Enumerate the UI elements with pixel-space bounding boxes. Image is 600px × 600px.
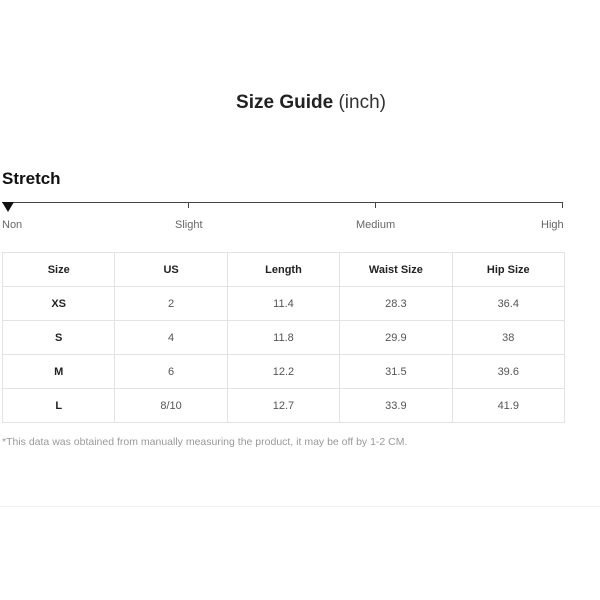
table-row <box>3 355 565 389</box>
stretch-level-marker-icon <box>2 202 14 212</box>
cell-length: 11.8 <box>227 321 339 355</box>
cell-us: 2 <box>115 287 227 321</box>
cell-hip-size: 41.9 <box>452 389 564 423</box>
cell-length: 11.4 <box>227 287 339 321</box>
cell-hip-size: 38 <box>452 321 564 355</box>
cell-waist-size: 33.9 <box>340 389 452 423</box>
table-row <box>3 321 565 355</box>
cell-waist-size: 28.3 <box>340 287 452 321</box>
column-header-length: Length <box>227 253 339 287</box>
cell-hip-size: 39.6 <box>452 355 564 389</box>
cell-us: 6 <box>115 355 227 389</box>
cell-size: L <box>3 389 115 423</box>
size-guide-title-text: Size Guide <box>236 92 334 113</box>
cell-waist-size: 29.9 <box>340 321 452 355</box>
stretch-label-medium: Medium <box>356 219 396 231</box>
stretch-scale-line <box>2 202 563 203</box>
cell-us: 4 <box>115 321 227 355</box>
cell-hip-size: 36.4 <box>452 287 564 321</box>
measurement-footnote: *This data was obtained from manually measuring the product, it may be off by 1-2 CM. <box>2 436 408 448</box>
stretch-heading: Stretch <box>2 169 61 188</box>
column-header-us: US <box>115 253 227 287</box>
stretch-tick-slight <box>188 202 189 208</box>
column-header-size: Size <box>3 253 115 287</box>
stretch-label-high: High <box>541 219 564 231</box>
cell-size: XS <box>3 287 115 321</box>
size-table <box>2 252 565 423</box>
table-row <box>3 287 565 321</box>
cell-waist-size: 31.5 <box>340 355 452 389</box>
cell-length: 12.7 <box>227 389 339 423</box>
cell-size: M <box>3 355 115 389</box>
stretch-label-non: Non <box>2 219 23 231</box>
bottom-divider <box>0 506 600 507</box>
stretch-tick-high <box>562 202 563 208</box>
size-guide-unit: (inch) <box>338 92 386 113</box>
size-guide-title <box>0 88 600 118</box>
stretch-label-slight: Slight <box>175 219 203 231</box>
stretch-tick-medium <box>375 202 376 208</box>
column-header-waist-size: Waist Size <box>340 253 452 287</box>
cell-size: S <box>3 321 115 355</box>
table-row <box>3 389 565 423</box>
cell-us: 8/10 <box>115 389 227 423</box>
table-header-row <box>3 253 565 287</box>
column-header-hip-size: Hip Size <box>452 253 564 287</box>
cell-length: 12.2 <box>227 355 339 389</box>
